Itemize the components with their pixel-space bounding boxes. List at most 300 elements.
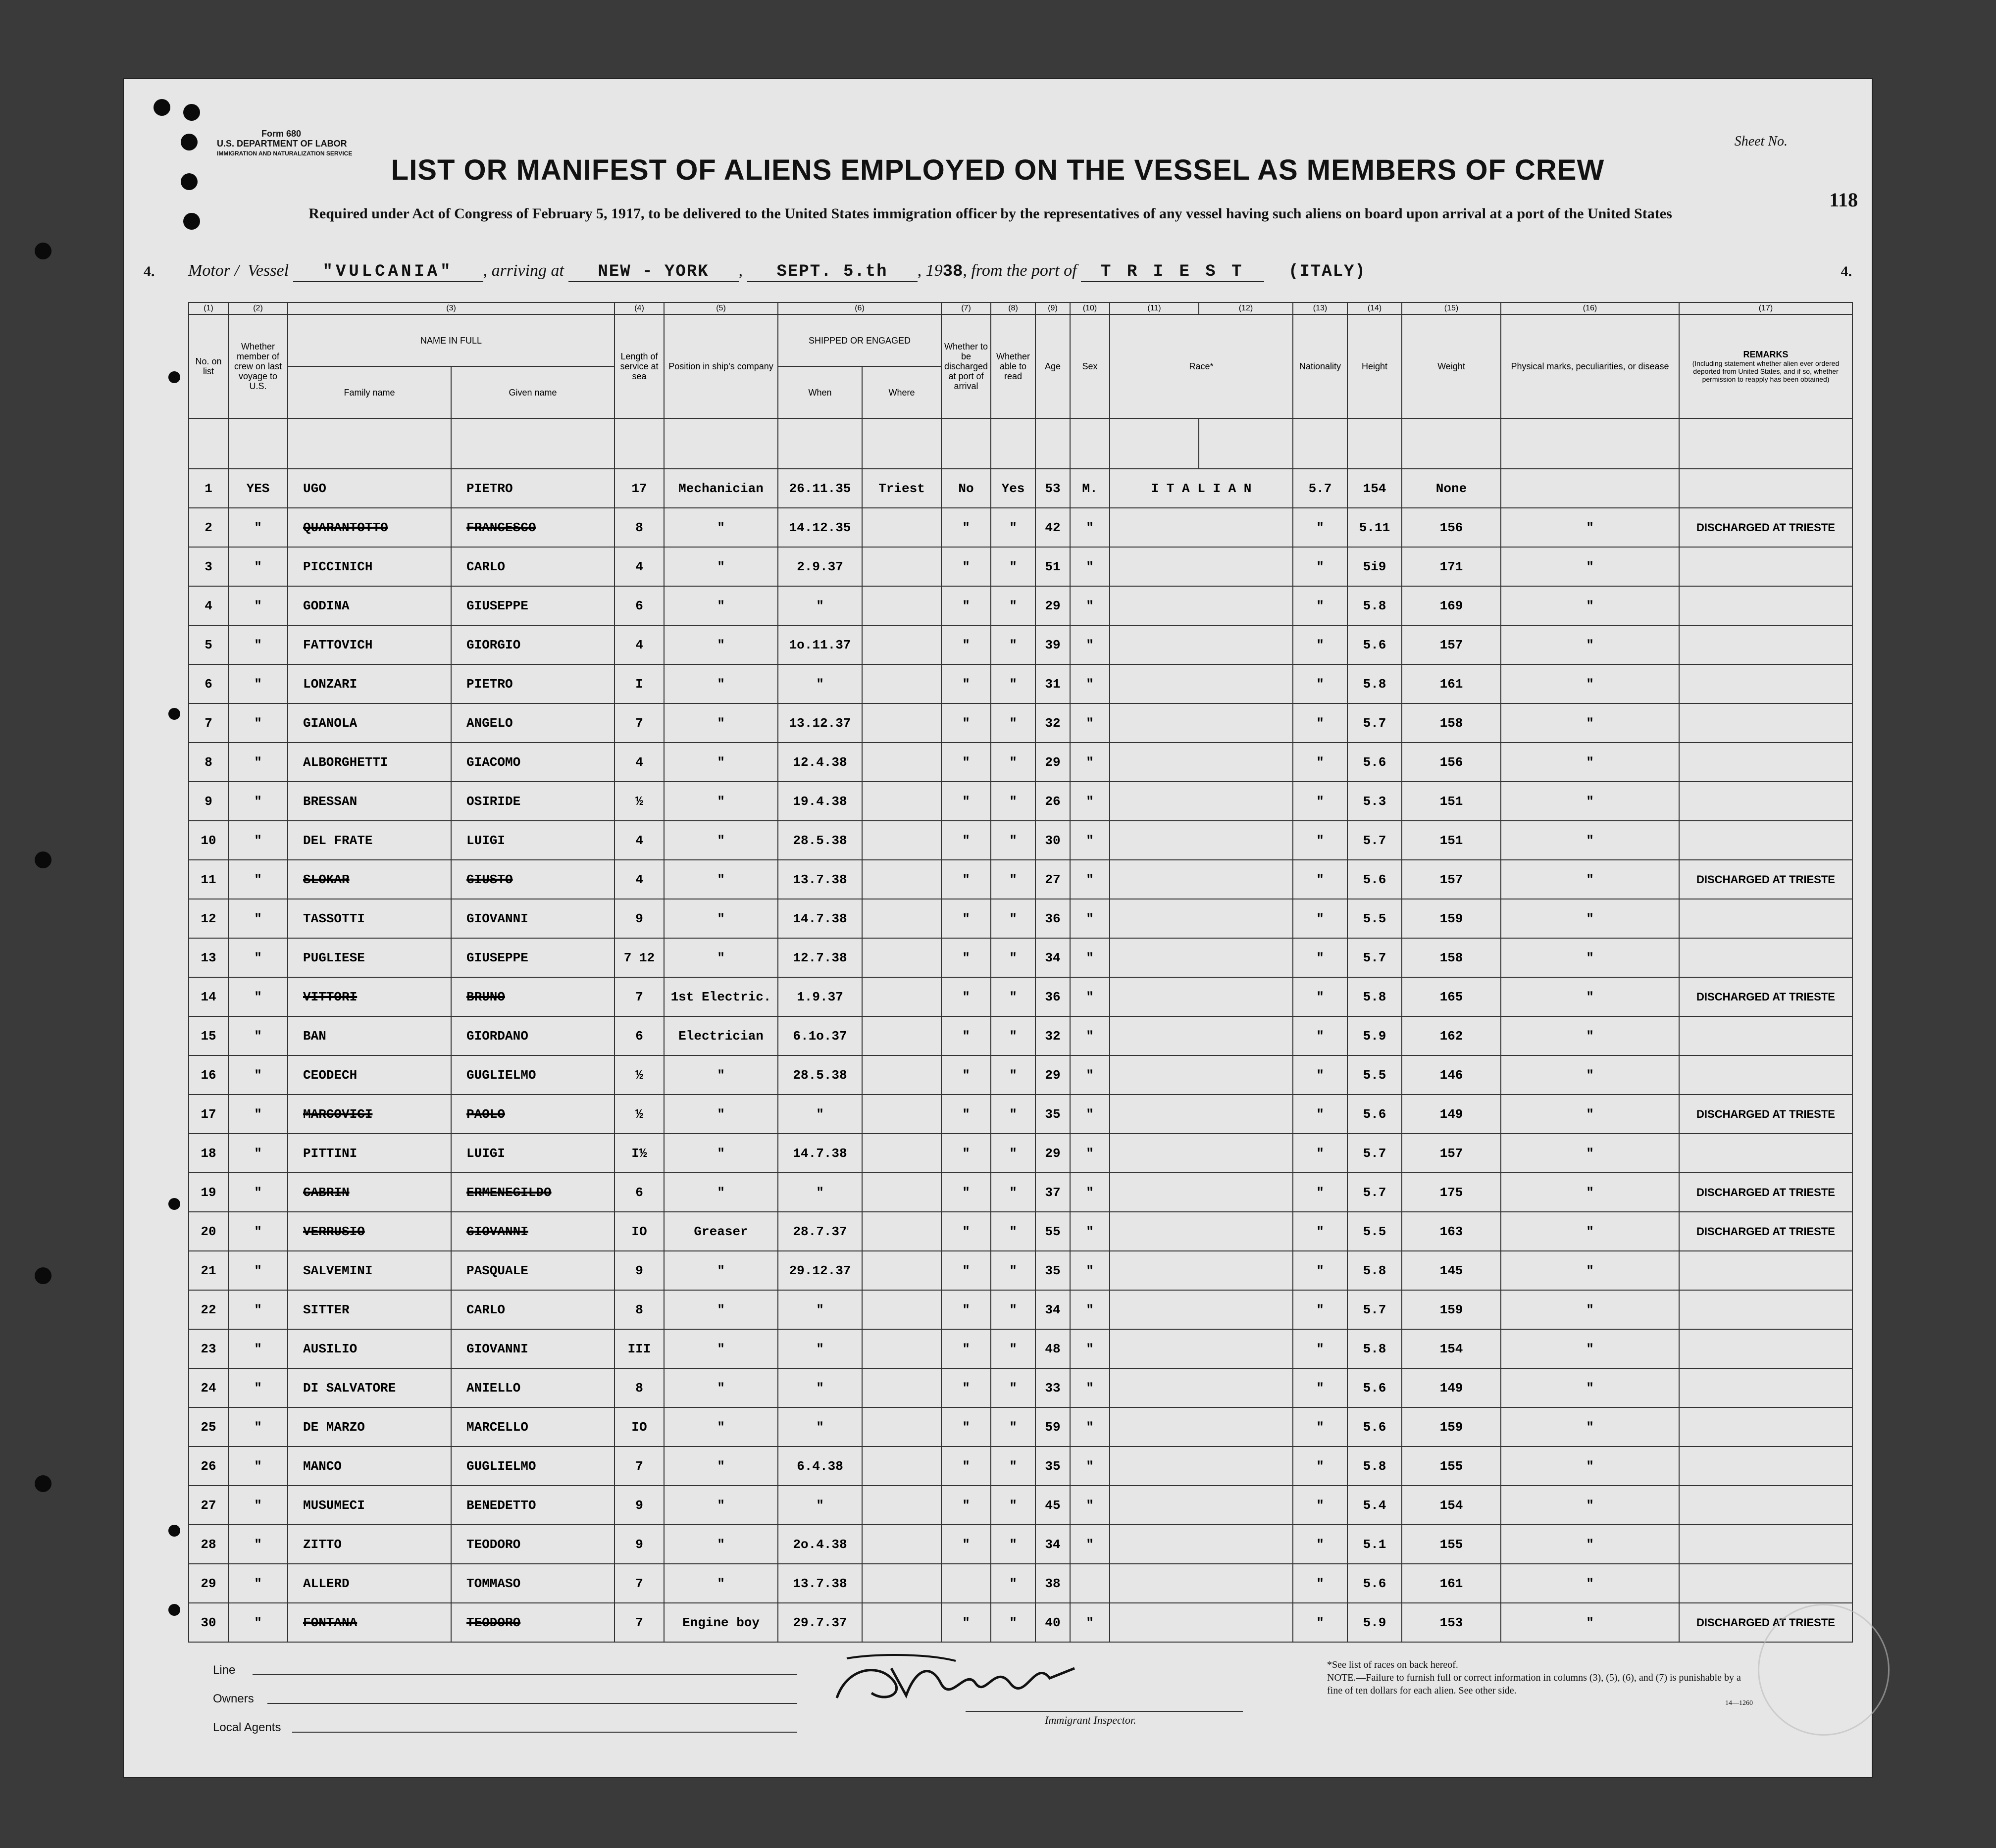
- to-be-discharged: ": [941, 899, 991, 938]
- sex: ": [1070, 743, 1110, 782]
- to-be-discharged: ": [941, 1329, 991, 1368]
- physical-marks: ": [1501, 782, 1679, 821]
- able-to-read: ": [991, 1447, 1035, 1486]
- sex: ": [1070, 1212, 1110, 1251]
- to-be-discharged: ": [941, 1134, 991, 1173]
- able-to-read: ": [991, 1486, 1035, 1525]
- weight: 146: [1402, 1055, 1501, 1095]
- able-to-read: Yes: [991, 469, 1035, 508]
- header-sex: Sex: [1070, 314, 1110, 418]
- to-be-discharged: ": [941, 1368, 991, 1407]
- nationality: ": [1293, 860, 1347, 899]
- manifest-sheet: [124, 79, 1872, 1777]
- col-num: (6): [778, 302, 941, 314]
- nationality: ": [1293, 1016, 1347, 1055]
- shipped-when: 19.4.38: [778, 782, 862, 821]
- family-name: AUSILIO: [288, 1329, 451, 1368]
- service-length: 7: [614, 1447, 664, 1486]
- given-name: CARLO: [451, 1290, 614, 1329]
- member-crew: ": [228, 664, 288, 703]
- to-be-discharged: [941, 1564, 991, 1603]
- height: 5.8: [1347, 664, 1402, 703]
- row-number: 26: [189, 1447, 228, 1486]
- crew-row: [189, 938, 1852, 977]
- shipped-when: 29.7.37: [778, 1603, 862, 1642]
- age: 30: [1035, 821, 1070, 860]
- race: [1110, 1212, 1293, 1251]
- remarks: [1679, 664, 1852, 703]
- crew-row: [189, 469, 1852, 508]
- header-given: Given name: [451, 366, 614, 418]
- given-name: GIUSEPPE: [451, 938, 614, 977]
- to-be-discharged: ": [941, 1407, 991, 1447]
- able-to-read: ": [991, 1407, 1035, 1447]
- row-number: 14: [189, 977, 228, 1016]
- physical-marks: ": [1501, 1447, 1679, 1486]
- physical-marks: ": [1501, 1134, 1679, 1173]
- physical-marks: ": [1501, 1212, 1679, 1251]
- sex: ": [1070, 1134, 1110, 1173]
- service-length: 7 12: [614, 938, 664, 977]
- age: 39: [1035, 625, 1070, 664]
- position: ": [664, 1095, 778, 1134]
- service-length: 4: [614, 860, 664, 899]
- race: [1110, 586, 1293, 625]
- member-crew: ": [228, 1290, 288, 1329]
- able-to-read: ": [991, 1251, 1035, 1290]
- nationality: ": [1293, 1251, 1347, 1290]
- remarks: DISCHARGED AT TRIESTE: [1679, 1212, 1852, 1251]
- row-number: 15: [189, 1016, 228, 1055]
- nationality: ": [1293, 743, 1347, 782]
- age: 26: [1035, 782, 1070, 821]
- age: 32: [1035, 703, 1070, 743]
- position: ": [664, 821, 778, 860]
- family-name: FATTOVICH: [288, 625, 451, 664]
- header-race: Race*: [1110, 314, 1293, 418]
- footer-note: [1327, 1658, 1753, 1710]
- able-to-read: ": [991, 782, 1035, 821]
- position: ": [664, 1055, 778, 1095]
- weight: 149: [1402, 1368, 1501, 1407]
- shipped-where: [862, 1407, 941, 1447]
- family-name: VERRUSIO: [288, 1212, 451, 1251]
- nationality: ": [1293, 1603, 1347, 1642]
- sex: M.: [1070, 469, 1110, 508]
- to-be-discharged: ": [941, 977, 991, 1016]
- member-crew: ": [228, 1564, 288, 1603]
- sex: ": [1070, 1486, 1110, 1525]
- row-number: 19: [189, 1173, 228, 1212]
- shipped-where: [862, 1016, 941, 1055]
- physical-marks: ": [1501, 1603, 1679, 1642]
- position: ": [664, 1173, 778, 1212]
- able-to-read: ": [991, 1095, 1035, 1134]
- header-age: Age: [1035, 314, 1070, 418]
- remarks: DISCHARGED AT TRIESTE: [1679, 508, 1852, 547]
- age: 32: [1035, 1016, 1070, 1055]
- col-num: (16): [1501, 302, 1679, 314]
- service-length: I½: [614, 1134, 664, 1173]
- service-length: 4: [614, 547, 664, 586]
- shipped-where: [862, 821, 941, 860]
- race: [1110, 1486, 1293, 1525]
- footer-line-rule: [253, 1674, 797, 1675]
- given-name: BENEDETTO: [451, 1486, 614, 1525]
- weight: 154: [1347, 469, 1402, 508]
- service-length: 7: [614, 1564, 664, 1603]
- able-to-read: ": [991, 1329, 1035, 1368]
- shipped-where: [862, 1212, 941, 1251]
- header-position: Position in ship's company: [664, 314, 778, 418]
- family-name: MARCOVICI: [288, 1095, 451, 1134]
- given-name: TEODORO: [451, 1525, 614, 1564]
- position: ": [664, 782, 778, 821]
- to-be-discharged: ": [941, 625, 991, 664]
- header-length: Length of service at sea: [614, 314, 664, 418]
- punch-hole: [154, 99, 170, 116]
- header-nationality: Nationality: [1293, 314, 1347, 418]
- weight: 156: [1402, 508, 1501, 547]
- position: ": [664, 1486, 778, 1525]
- punch-hole: [35, 1267, 51, 1284]
- remarks: [1679, 1055, 1852, 1095]
- remarks: [1679, 1329, 1852, 1368]
- remarks: [1679, 1251, 1852, 1290]
- given-name: GIACOMO: [451, 743, 614, 782]
- age: 53: [1035, 469, 1070, 508]
- header-weight: Weight: [1402, 314, 1501, 418]
- row-number: 2: [189, 508, 228, 547]
- able-to-read: ": [991, 625, 1035, 664]
- header-family: Family name: [288, 366, 451, 418]
- weight: 155: [1402, 1525, 1501, 1564]
- inspector-rule: [966, 1711, 1243, 1712]
- able-to-read: ": [991, 1290, 1035, 1329]
- form-code: 14—1260: [1725, 1699, 1753, 1707]
- position: ": [664, 1251, 778, 1290]
- service-length: IO: [614, 1212, 664, 1251]
- race: [1110, 547, 1293, 586]
- family-name: LONZARI: [288, 664, 451, 703]
- height: 5.11: [1347, 508, 1402, 547]
- service-length: 8: [614, 1290, 664, 1329]
- col-num: (1): [189, 302, 228, 314]
- position: Mechanician: [664, 469, 778, 508]
- nationality: ": [1293, 1173, 1347, 1212]
- from-country: (ITALY): [1288, 262, 1366, 281]
- able-to-read: ": [991, 664, 1035, 703]
- shipped-when: ": [778, 1368, 862, 1407]
- row-number: 9: [189, 782, 228, 821]
- col-num: (14): [1347, 302, 1402, 314]
- crew-row: [189, 899, 1852, 938]
- weight: 156: [1402, 743, 1501, 782]
- physical-marks: ": [1501, 743, 1679, 782]
- age: 51: [1035, 547, 1070, 586]
- family-name: VITTORI: [288, 977, 451, 1016]
- col-num: (13): [1293, 302, 1347, 314]
- position: ": [664, 1329, 778, 1368]
- family-name: PITTINI: [288, 1134, 451, 1173]
- punch-hole: [168, 1525, 180, 1537]
- crew-row: [189, 1486, 1852, 1525]
- given-name: ERMENEGILDO: [451, 1173, 614, 1212]
- shipped-where: [862, 743, 941, 782]
- header-when: When: [778, 366, 862, 418]
- age: 36: [1035, 899, 1070, 938]
- to-be-discharged: ": [941, 821, 991, 860]
- remarks: [1679, 782, 1852, 821]
- to-be-discharged: ": [941, 1603, 991, 1642]
- shipped-when: 13.7.38: [778, 1564, 862, 1603]
- physical-marks: None: [1402, 469, 1501, 508]
- race: [1110, 899, 1293, 938]
- to-be-discharged: ": [941, 703, 991, 743]
- shipped-when: 12.7.38: [778, 938, 862, 977]
- service-length: I: [614, 664, 664, 703]
- race: [1110, 1368, 1293, 1407]
- crew-row: [189, 977, 1852, 1016]
- shipped-where: [862, 899, 941, 938]
- punch-hole: [168, 708, 180, 720]
- family-name: MANCO: [288, 1447, 451, 1486]
- header-where: Where: [862, 366, 941, 418]
- height: 5.8: [1347, 1447, 1402, 1486]
- table-body: [189, 469, 1852, 1642]
- shipped-when: 2o.4.38: [778, 1525, 862, 1564]
- weight: 153: [1402, 1603, 1501, 1642]
- age: 31: [1035, 664, 1070, 703]
- shipped-where: [862, 977, 941, 1016]
- member-crew: ": [228, 743, 288, 782]
- row-number: 6: [189, 664, 228, 703]
- shipped-where: [862, 1603, 941, 1642]
- crew-row: [189, 1055, 1852, 1095]
- able-to-read: ": [991, 1173, 1035, 1212]
- spacer-row: [189, 418, 1852, 469]
- crew-row: [189, 1564, 1852, 1603]
- arriving-label: , arriving at: [483, 261, 564, 280]
- race: [1110, 821, 1293, 860]
- position: ": [664, 547, 778, 586]
- shipped-where: [862, 1055, 941, 1095]
- position: ": [664, 1447, 778, 1486]
- nationality: ": [1293, 1212, 1347, 1251]
- physical-marks: ": [1501, 1368, 1679, 1407]
- weight: 151: [1402, 821, 1501, 860]
- shipped-when: 14.7.38: [778, 1134, 862, 1173]
- remarks: [1679, 1486, 1852, 1525]
- col-num: (10): [1070, 302, 1110, 314]
- shipped-where: [862, 1486, 941, 1525]
- table-header: [189, 302, 1852, 469]
- position: Greaser: [664, 1212, 778, 1251]
- arriving-port: NEW - YORK: [568, 262, 739, 282]
- weight: 157: [1402, 1134, 1501, 1173]
- remarks: [1679, 625, 1852, 664]
- crew-row: [189, 1525, 1852, 1564]
- given-name: OSIRIDE: [451, 782, 614, 821]
- service-length: 8: [614, 1368, 664, 1407]
- member-crew: ": [228, 508, 288, 547]
- shipped-where: [862, 1564, 941, 1603]
- remarks: DISCHARGED AT TRIESTE: [1679, 977, 1852, 1016]
- weight: 171: [1402, 547, 1501, 586]
- family-name: ALLERD: [288, 1564, 451, 1603]
- sex: ": [1070, 1173, 1110, 1212]
- shipped-where: [862, 1134, 941, 1173]
- physical-marks: ": [1501, 1407, 1679, 1447]
- age: 29: [1035, 743, 1070, 782]
- member-crew: ": [228, 1447, 288, 1486]
- given-name: CARLO: [451, 547, 614, 586]
- crew-row: [189, 1016, 1852, 1055]
- race: [1110, 1447, 1293, 1486]
- sex: ": [1070, 1447, 1110, 1486]
- given-name: GIOVANNI: [451, 1212, 614, 1251]
- weight: 159: [1402, 1290, 1501, 1329]
- inspector-label: Immigrant Inspector.: [1045, 1714, 1136, 1726]
- page-subtitle: Required under Act of Congress of February 5, 1917, to be delivered to the United States immigration officer by the representatives of any vessel having such aliens on board upon arrival at a port of the United States: [308, 205, 1672, 222]
- shipped-when: 6.4.38: [778, 1447, 862, 1486]
- shipped-when: 1o.11.37: [778, 625, 862, 664]
- punch-hole: [181, 134, 198, 150]
- weight: 151: [1402, 782, 1501, 821]
- remarks: [1679, 703, 1852, 743]
- weight: 159: [1402, 899, 1501, 938]
- crew-row: [189, 508, 1852, 547]
- remarks: DISCHARGED AT TRIESTE: [1679, 1095, 1852, 1134]
- position: ": [664, 743, 778, 782]
- height: 5i9: [1347, 547, 1402, 586]
- row-number: 30: [189, 1603, 228, 1642]
- given-name: GIOVANNI: [451, 1329, 614, 1368]
- footer-owners-rule: [267, 1703, 797, 1704]
- given-name: MARCELLO: [451, 1407, 614, 1447]
- age: 40: [1035, 1603, 1070, 1642]
- crew-row: [189, 1212, 1852, 1251]
- sex: [1070, 1564, 1110, 1603]
- able-to-read: ": [991, 1212, 1035, 1251]
- race: [1110, 1290, 1293, 1329]
- shipped-where: [862, 547, 941, 586]
- family-name: TASSOTTI: [288, 899, 451, 938]
- able-to-read: ": [991, 1525, 1035, 1564]
- given-name: FRANCESCO: [451, 508, 614, 547]
- physical-marks: ": [1501, 586, 1679, 625]
- weight: 159: [1402, 1407, 1501, 1447]
- service-length: III: [614, 1329, 664, 1368]
- remarks: [1679, 899, 1852, 938]
- given-name: LUIGI: [451, 821, 614, 860]
- crew-row: [189, 1603, 1852, 1642]
- family-name: DI SALVATORE: [288, 1368, 451, 1407]
- left-mark: 4.: [144, 263, 155, 280]
- age: 27: [1035, 860, 1070, 899]
- race: [1110, 1016, 1293, 1055]
- row-number: 10: [189, 821, 228, 860]
- punch-hole: [168, 1604, 180, 1616]
- service-length: 7: [614, 977, 664, 1016]
- column-number-row: [189, 302, 1852, 314]
- member-crew: ": [228, 1603, 288, 1642]
- shipped-where: [862, 1290, 941, 1329]
- to-be-discharged: ": [941, 1486, 991, 1525]
- sex: ": [1070, 1055, 1110, 1095]
- shipped-where: Triest: [862, 469, 941, 508]
- sex: ": [1070, 899, 1110, 938]
- height: 5.6: [1347, 1368, 1402, 1407]
- crew-row: [189, 586, 1852, 625]
- sex: ": [1070, 1290, 1110, 1329]
- position: ": [664, 1525, 778, 1564]
- to-be-discharged: ": [941, 508, 991, 547]
- weight: 175: [1402, 1173, 1501, 1212]
- shipped-when: ": [778, 1173, 862, 1212]
- shipped-where: [862, 1095, 941, 1134]
- to-be-discharged: ": [941, 1251, 991, 1290]
- row-number: 3: [189, 547, 228, 586]
- to-be-discharged: ": [941, 1212, 991, 1251]
- nationality: ": [1293, 1095, 1347, 1134]
- header-shipped: SHIPPED OR ENGAGED: [778, 314, 941, 366]
- age: 59: [1035, 1407, 1070, 1447]
- sheet-number: 118: [1829, 189, 1858, 211]
- weight: 162: [1402, 1016, 1501, 1055]
- row-number: 5: [189, 625, 228, 664]
- nationality: ": [1293, 1407, 1347, 1447]
- footer-agents-label: Local Agents: [213, 1721, 281, 1734]
- service-length: 6: [614, 586, 664, 625]
- service-length: 6: [614, 1016, 664, 1055]
- family-name: ZITTO: [288, 1525, 451, 1564]
- position: 1st Electric.: [664, 977, 778, 1016]
- nationality: ": [1293, 1447, 1347, 1486]
- col-num: (11): [1110, 302, 1199, 314]
- sex: ": [1070, 508, 1110, 547]
- member-crew: ": [228, 1134, 288, 1173]
- able-to-read: ": [991, 586, 1035, 625]
- to-be-discharged: ": [941, 782, 991, 821]
- race: [1110, 1134, 1293, 1173]
- race: [1110, 782, 1293, 821]
- family-name: MUSUMECI: [288, 1486, 451, 1525]
- weight: 163: [1402, 1212, 1501, 1251]
- race: [1110, 508, 1293, 547]
- member-crew: ": [228, 899, 288, 938]
- race: [1110, 938, 1293, 977]
- from-port: T R I E S T: [1081, 262, 1264, 282]
- able-to-read: ": [991, 860, 1035, 899]
- able-to-read: ": [991, 1055, 1035, 1095]
- age: 34: [1035, 938, 1070, 977]
- crew-row: [189, 664, 1852, 703]
- physical-marks: ": [1501, 1486, 1679, 1525]
- year-prefix: 19: [925, 261, 943, 280]
- punch-hole: [168, 1198, 180, 1210]
- row-number: 12: [189, 899, 228, 938]
- shipped-when: ": [778, 664, 862, 703]
- weight: 158: [1402, 703, 1501, 743]
- given-name: GIUSTO: [451, 860, 614, 899]
- shipped-when: 26.11.35: [778, 469, 862, 508]
- shipped-where: [862, 1368, 941, 1407]
- to-be-discharged: ": [941, 1447, 991, 1486]
- height: 5.7: [1347, 703, 1402, 743]
- page-title: LIST OR MANIFEST OF ALIENS EMPLOYED ON THE VESSEL AS MEMBERS OF CREW: [391, 154, 1605, 186]
- given-name: PIETRO: [451, 469, 614, 508]
